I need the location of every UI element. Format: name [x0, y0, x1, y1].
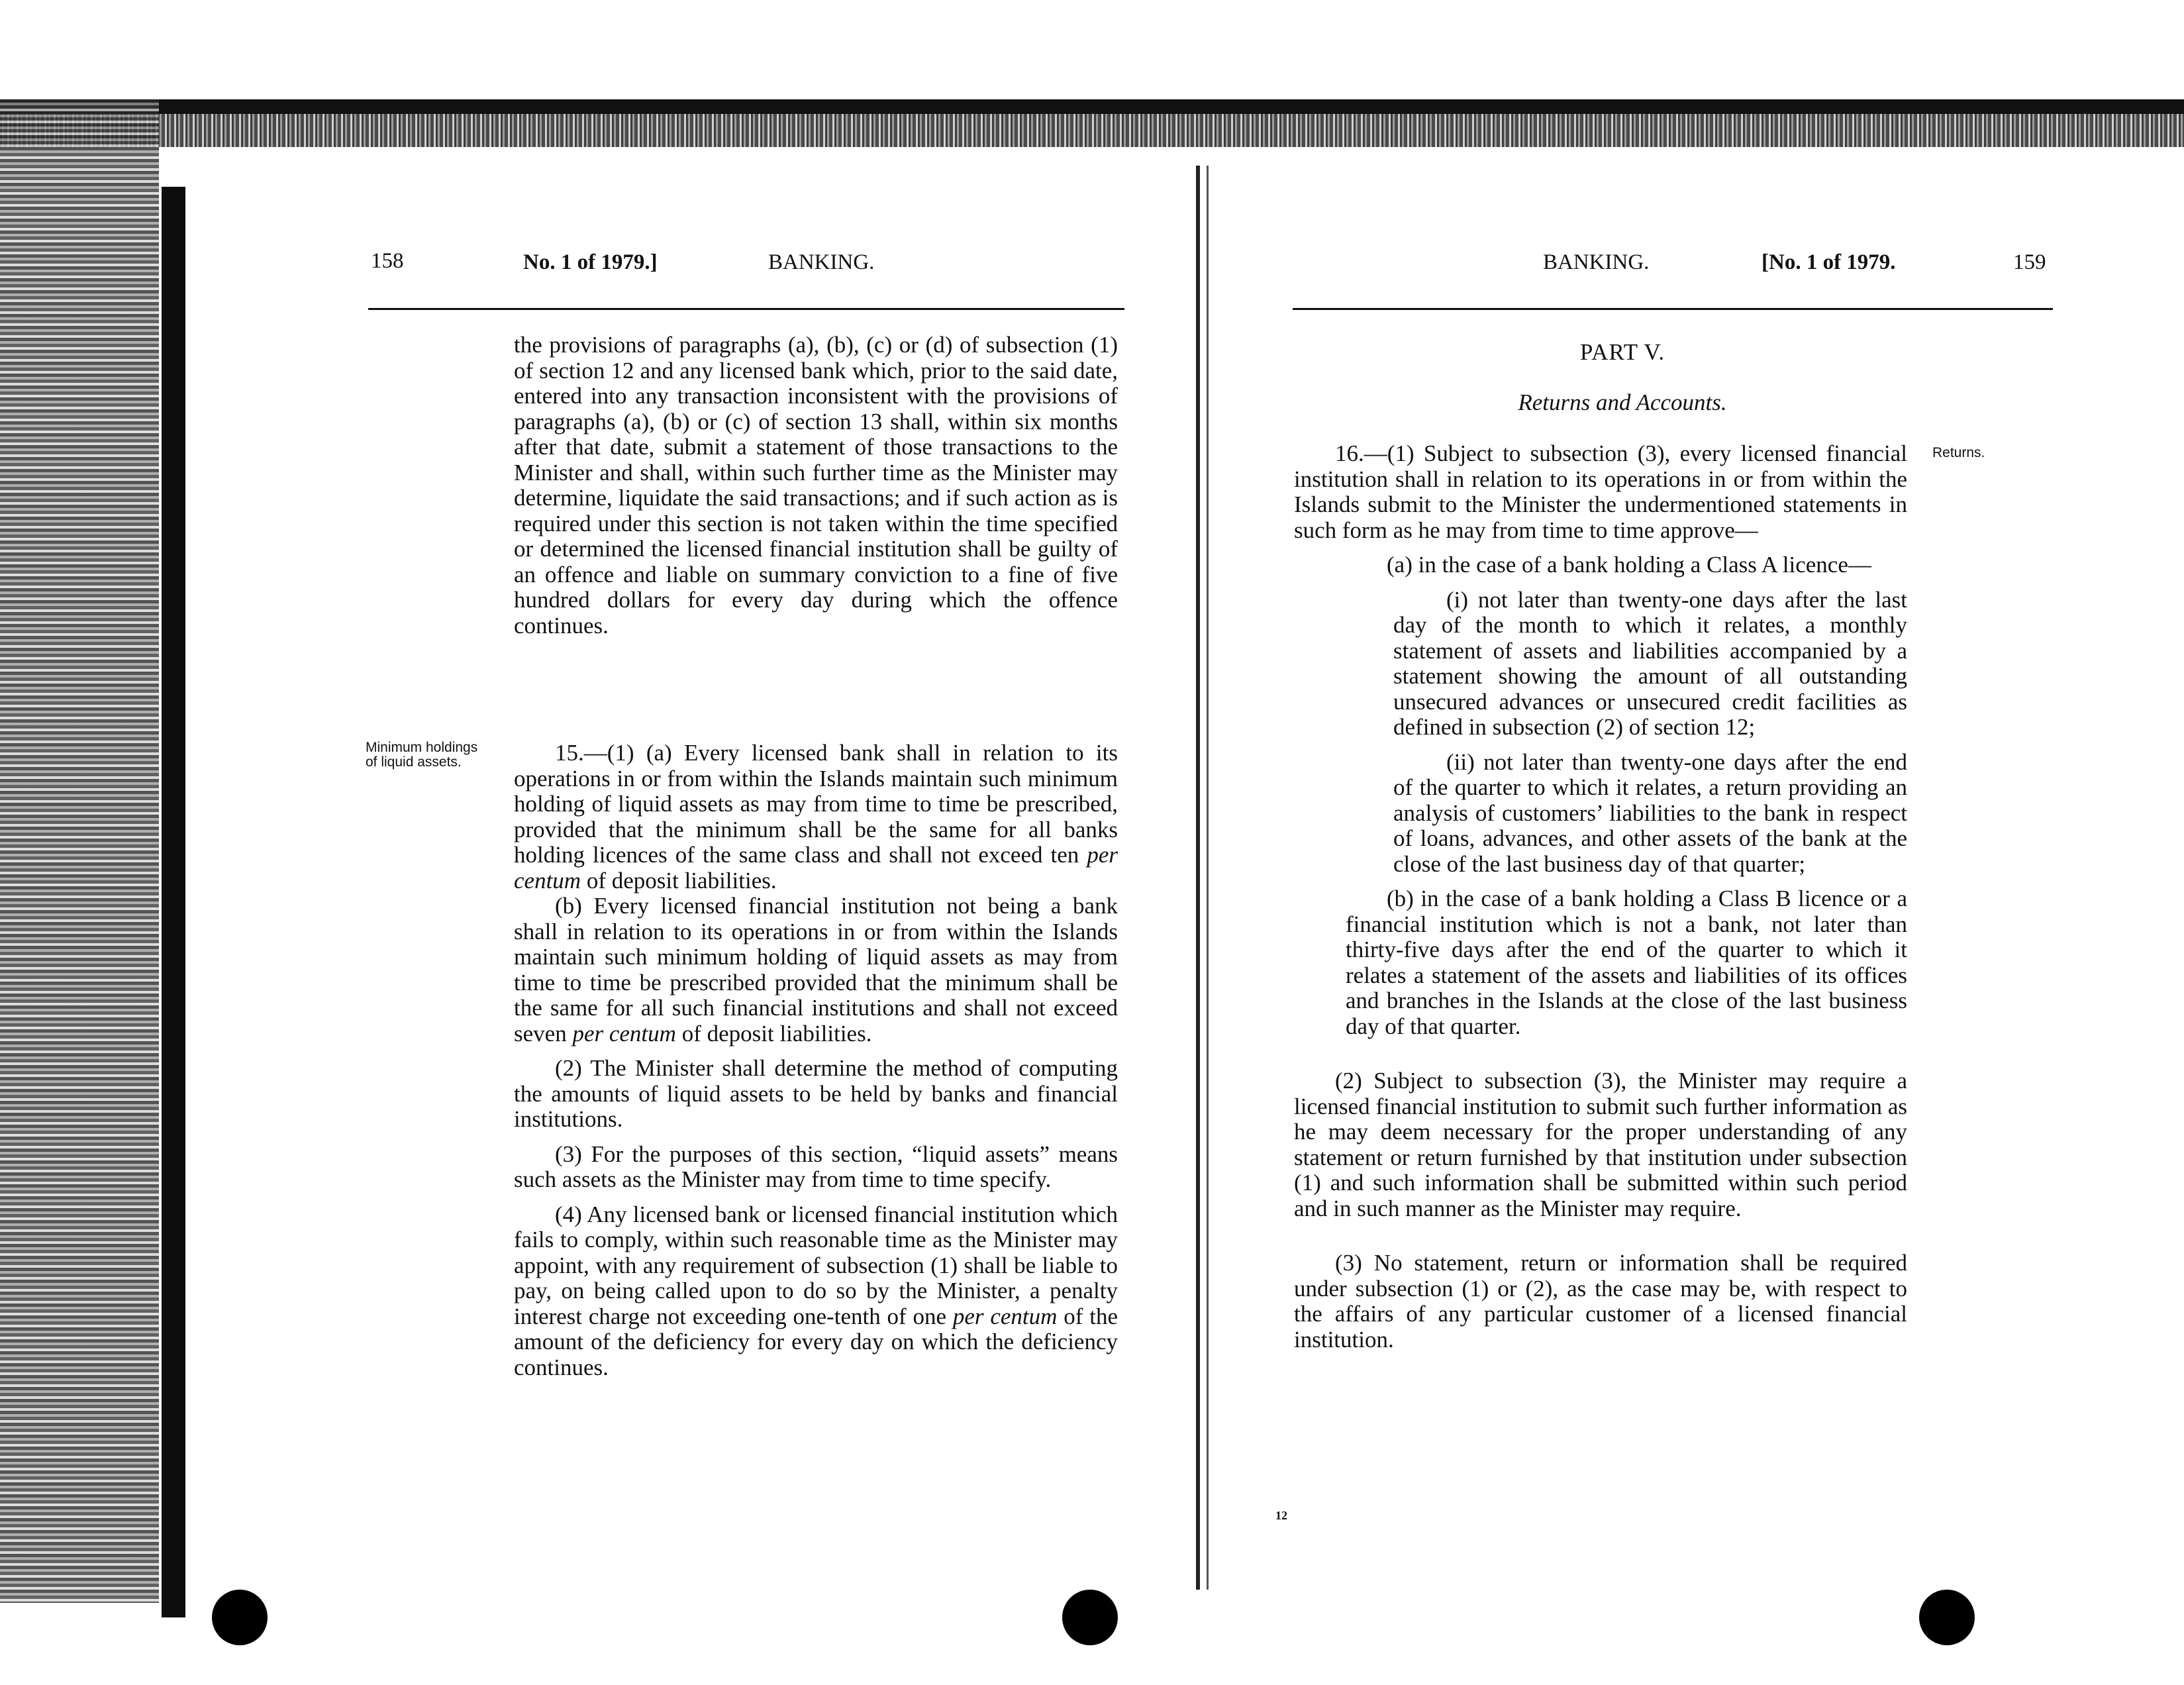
right-page-number: 159: [2013, 250, 2046, 274]
book-spine-shadow: [162, 187, 185, 1617]
section-15-1a-text: Every licensed bank shall in relation to its operations in or from within the Islands maintain such minimum holding of liquid assets as may from time to time be prescribed, provided that the minimum shall be the same for all banks holding licences of the same class and shall not exceed ten: [514, 740, 1118, 868]
section-15-1b: [514, 894, 1118, 1047]
section-15-number: 15.—(1) (a): [555, 740, 672, 766]
section-16-body: [1294, 441, 1907, 1353]
punch-hole-right: [1919, 1590, 1975, 1645]
section-16-1a-ii: (ii) not later than twenty-one days after the end of the quarter to which it relates, a return providing an analysis of customers’ liabilities to the bank in respect of loans, advances, and other assets of the bank at the close of the last business day of that quarter;: [1393, 748, 1907, 877]
left-page-body: [514, 332, 1118, 638]
italic-term: per centum: [952, 1303, 1058, 1329]
right-header-rule: [1293, 308, 2053, 310]
part-heading: PART V.: [1579, 339, 1665, 365]
section-16-1a: (a) in the case of a bank holding a Class A licence—: [1387, 552, 1871, 578]
italic-term: per centum: [572, 1020, 676, 1047]
section-16-1b: (b) in the case of a bank holding a Class B licence or a financial institution which is not a bank, not later than thirty-five days after the end of the quarter to which it relates a statement of the assets and liabilities of its offices and branches in the Islands at the close of the last business day of that quarter.: [1346, 886, 1907, 1039]
left-page-number: 158: [371, 249, 404, 273]
part-subtitle: Returns and Accounts.: [1518, 389, 1727, 415]
section-15-4-text-end: of the amount of the deficiency for every day on which the deficiency continues.: [514, 1303, 1118, 1380]
section-16-1-text: Subject to subsection (3), every licensed financial institution shall in relation to its operations in or from within the Islands submit to the Minister the undermentioned statements in such form as he may from time to time approve—: [1294, 440, 1907, 543]
punch-hole-left: [212, 1590, 268, 1645]
signature-mark: 12: [1275, 1509, 1287, 1522]
section-16-3: (3) No statement, return or information shall be required under subsection (1) or (2), as the case may be, with respect to the affairs of any particular customer of a licensed financial institution.: [1294, 1250, 1907, 1353]
section-16-1a-i: (i) not later than twenty-one days after the last day of the month to which it relates, a monthly statement of assets and liabilities accompanied by a statement showing the amount of all outstanding unsecured advances or unsecured credit facilities as defined in subsection (2) of section 12;: [1393, 586, 1907, 740]
section-15-1b-text-end: of deposit liabilities.: [675, 1020, 872, 1047]
italic-term: per centum: [514, 842, 1118, 894]
left-running-title: BANKING.: [768, 250, 875, 274]
scan-edge-top-dark: [0, 99, 2184, 114]
book-gutter-line: [1196, 166, 1200, 1590]
book-gutter-line-thin: [1207, 166, 1209, 1590]
right-running-title: BANKING.: [1543, 250, 1650, 274]
left-header-rule: [368, 308, 1124, 310]
section-15-4: [514, 1202, 1118, 1381]
section-15-2: (2) The Minister shall determine the method of computing the amounts of liquid assets to be held by banks and financial institutions.: [514, 1055, 1118, 1132]
section-16-1: [1294, 441, 1907, 543]
left-act-reference: No. 1 of 1979.]: [523, 250, 658, 274]
margin-note-minimum-holdings: Minimum holdings of liquid assets.: [366, 740, 478, 770]
section-15-body: [514, 740, 1118, 1380]
section-15-1a-text-end: of deposit liabilities.: [581, 867, 777, 894]
section-15-1a: [514, 740, 1118, 894]
section-14-continuation: the provisions of paragraphs (a), (b), (c) or (d) of subsection (1) of section 12 and any licensed bank which, prior to the said date, entered into any transaction inconsistent with the provisions of paragraphs (a), (b) or (c) of section 13 shall, within six months after that date, submit a statement of those transactions to the Minister and shall, within such further time as the Minister may determine, liquidate the said transactions; and if such action as is required under this section is not taken within the time specified or determined the licensed financial institution shall be guilty of an offence and liable on summary conviction to a fine of five hundred dollars for every day during which the offence continues.: [514, 332, 1118, 638]
section-15-4-text: (4) Any licensed bank or licensed financial institution which fails to comply, within such reasonable time as the Minister may appoint, with any requirement of subsection (1) shall be liable to pay, on being called upon to do so by the Minister, a penalty interest charge not exceeding one-tenth of one: [514, 1201, 1118, 1329]
punch-hole-center: [1062, 1590, 1118, 1645]
section-15-3: (3) For the purposes of this section, “liquid assets” means such assets as the Minister may from time to time specify.: [514, 1141, 1118, 1192]
section-15-1b-text: (b) Every licensed financial institution not being a bank shall in relation to its operations in or from within the Islands maintain such minimum holding of liquid assets as may from time to time be prescribed provided that the minimum shall be the same for all such financial institutions and shall not exceed seven: [514, 893, 1118, 1047]
right-act-reference: [No. 1 of 1979.: [1762, 250, 1896, 274]
scan-edge-left: [0, 99, 159, 1603]
section-16-2: (2) Subject to subsection (3), the Minister may require a licensed financial institution to submit such further information as he may deem necessary for the proper understanding of any statement or return furnished by that institution under subsection (1) and such information shall be submitted within such period and in such manner as the Minister may require.: [1294, 1068, 1907, 1221]
section-16-number: 16.—(1): [1335, 440, 1415, 466]
margin-note-returns: Returns.: [1932, 445, 1985, 460]
